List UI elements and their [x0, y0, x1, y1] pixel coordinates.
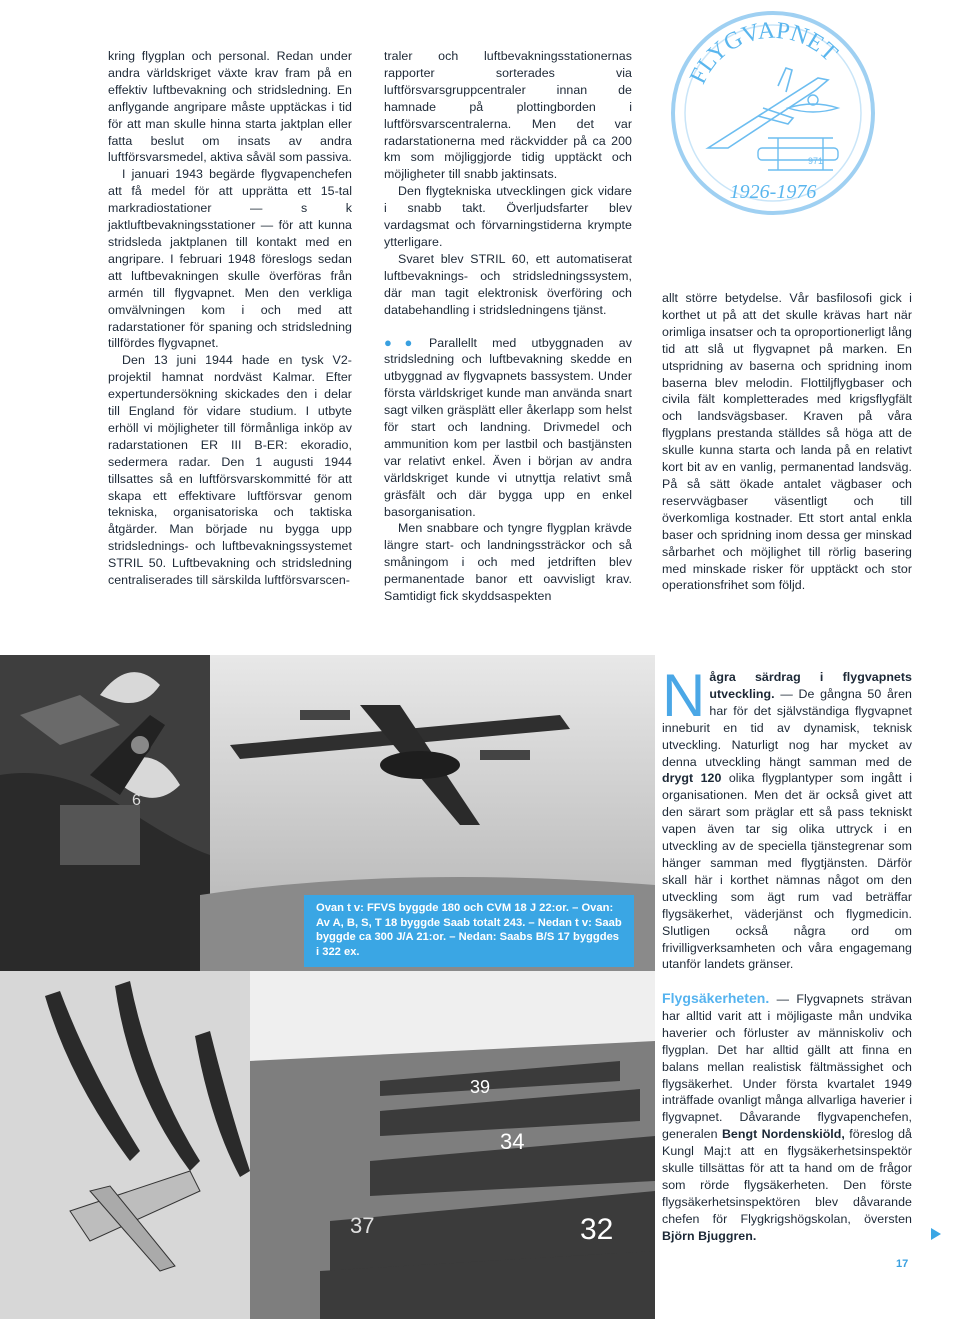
paragraph: ●● Parallellt med utbyggnaden av stridsledning och luftbevakning skedde en utbyggnad av flygvapnets bassystem. Under första världskriget kunde man använda snart sagt vilken gräsplätt eller åkerlapp som helst för start och landning. Drivmedel och ammunition kom per lastbil och bastjänsten var relativt enkel. Även i början av andra världskriget kunde vi utnyttja relativt små gräsfält och där bygga upp en enkel basorganisation.	[384, 334, 632, 519]
photo-caption: Ovan t v: FFVS byggde 180 och CVM 18 J 22:or. – Ovan: Av A, B, S, T 18 byggde Saab totalt 243. – Nedan t v: Saab byggde ca 300 J/A 21:or. – Nedan: Saabs B/S 17 byggdes i 322 ex.	[304, 895, 634, 967]
plane-number: 34	[500, 1129, 525, 1154]
paragraph: Den flygtekniska utvecklingen gick vidare i snabb takt. Överljudsfarter blev vardagsmat och förvarningstiderna krympte ytterligare.	[384, 184, 632, 249]
plane-number: 32	[580, 1213, 614, 1246]
paragraph: I januari 1943 begärde flygvapenchefen att få medel för att upprätta ett 15-tal markradiostationer — s k jaktluftbevakningsstationer — för att kunna stridsleda jaktplanen till kontakt med en angripare. I februari 1948 föreslogs sedan att luftbevakningen skulle överföras från armén till flygvapnet. Men den verkliga omvälvningen kom i och med att radarstationer för spaning och stridsledning tillfördes flygvapnet.	[108, 167, 352, 351]
paragraph: Svaret blev STRIL 60, ett automatiserat luftbevaknings- och stridsledningssystem, där man tagit elektronisk överföring och databehandling i stridsledningens tjänst.	[384, 251, 632, 317]
emblem-top-text: FLYGVAPNET	[685, 17, 843, 89]
section-flygsakerheten	[662, 990, 912, 1245]
continue-arrow-icon	[931, 1228, 941, 1240]
emblem-years: 1926-1976	[729, 181, 817, 203]
photo-aircraft-lineup	[0, 971, 655, 1319]
paragraph: allt större betydelse. Vår basfilosofi gick i korthet ut på att det skulle krävas hart när orimliga insatser och ta oproportionerligt lång tid att slå ut flygvapnet på marken. En utspridning av baserna och spridning inom baserna blev melodin. Flottiljflygbaser och civila fält kompletterades med krigsflygfält och landsvägsbaser. Kraven på våra flygplans prestanda ställdes så höga att de skulle kunna starta och landa på en relativt kort bit av en vanlig, permanentad landsväg. På så sätt ökade antalet vägbaser och reservvägbaser väsentligt och till överkomliga kostnader. Ett stort antal enkla baser och spridning inom dessa ger minskad sårbarhet och möjlighet till rörlig basering med minskade risker för upptäckt och stor operationsfrihet som följd.	[662, 291, 912, 593]
flygvapnet-emblem	[668, 8, 878, 218]
plane-number: 37	[350, 1213, 375, 1238]
paragraph: kring flygplan och personal. Redan under andra världskriget växte krav fram på en effektiv luftbevakning och stridsledning. En anflygande angripare måste upptäckas i tid för att man skulle hinna starta jaktplan eller fatta beslut om insats av andra luftförsvarsmedel, aktiva såväl som passiva.	[108, 49, 352, 165]
photo-aircraft-in-flight	[0, 655, 655, 971]
article-column-2	[384, 48, 632, 605]
paragraph: Några särdrag i flygvapnets utveckling. — De gångna 50 åren har för det självständiga flygvapnet inneburit en tid av dynamisk, teknisk utveckling. Naturligt nog har mycket av denna utveckling hängt samman med de drygt 120 olika flygplantyper som ingått i organisationen. Men det är också givet att den särart som präglar ett så pass tekniskt vapen även tar sig olika uttryck i en utveckling av de speciella tjänstegrenar som hänger samman med flygtjänsten. Därför skall här i korthet nämnas något om den utveckling som ägt rum vad beträffar flygsäkerhet, väderjänst och flygmedicin. Slutligen också några ord om frivilligverksamheten och våra engagemang utanför landets gränser.	[662, 662, 913, 972]
paragraph: Men snabbare och tyngre flygplan krävde längre start- och landningssträckor och så småningom i och med jetdriften blev permanentade banor ett oavvisligt krav. Samtidigt fick skyddsaspekten	[384, 521, 632, 604]
article-column-3	[662, 290, 912, 594]
section-nagra-sardrag	[662, 662, 913, 973]
paragraph: Flygsäkerheten. — Flygvapnets strävan har alltid varit att i möjligaste mån undvika haverier och förluster av människoliv och flygplan. Det har alltid gällt att finna en balans mellan realistisk fältmässighet och flygsäkerhet. Under första kvartalet 1949 inträffade ovanligt många allvarliga haverier i flygvapnet. Dåvarande flygvapenchefen, generalen Bengt Nordenskiöld, föreslog då Kungl Maj:t att en flygsäkerhetsinspektör skulle tillsättas för att ta hand om de frågor som rörde flygsäkerheten. Den förste flygsäkerhetsinspektören blev dåvarande chefen för Flygkrigshögskolan, översten Björn Bjuggren.	[662, 990, 912, 1243]
section-heading: ågra särdrag i flygvapnets utveckling.	[709, 670, 912, 701]
plane-number: 6	[132, 792, 141, 809]
page-number: 17	[896, 1258, 909, 1270]
section-dots-icon: ●●	[384, 334, 425, 350]
section-heading: Flygsäkerheten.	[662, 990, 770, 1006]
paragraph: traler och luftbevakningsstationernas rapporter sorterades via luftförsvarsgruppcentraler innan de hamnade på plottingborden i luftförsvarscentralerna. Men det var radarstationerna med räckvidder på ca 200 km som möjliggjorde tidig upptäckt och möjligheter till snabb jaktinsats.	[384, 49, 632, 182]
paragraph: Den 13 juni 1944 hade en tysk V2-projektil hamnat nordväst Kalmar. Efter expertundersökning skickades den i delar till England för vidare studium. I utbyte erhöll vi möjligheter till förmånliga inköp av radarstationen ER III B-ER: ekoradio, sedermera radar. Den 1 augusti 1944 tillsattes så en luftförsvarskommitté för att skapa ett effektivare luftförsvar genom tekniska, organisatoriska och taktiska åtgärder. Man började nu bygga upp stridslednings- och luftbevakningssystemet STRIL 50. Luftbevakning och stridsledning centraliserades till särskilda luftförsvarscen-	[108, 353, 352, 588]
plane-number: 39	[470, 1077, 491, 1097]
article-column-1	[108, 48, 352, 589]
drop-cap: N	[662, 662, 706, 729]
emblem-plane-number: 971	[808, 156, 824, 166]
